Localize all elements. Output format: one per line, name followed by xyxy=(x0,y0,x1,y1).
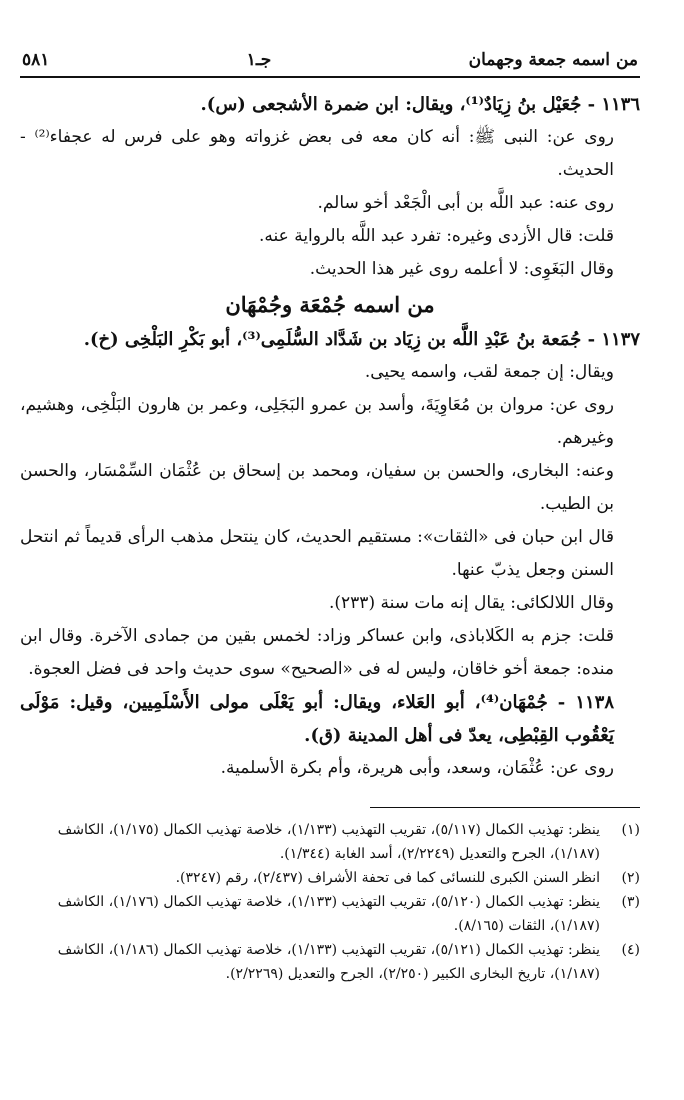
paragraph: روى عن: مروان بن مُعَاوِيَةَ، وأسد بن عمرو البَجَلِى، وعمر بن هارون البَلْخِى، وهشيم، وغيرهم. xyxy=(20,395,614,448)
entry-1137: ١١٣٧ - جُمَعة بنُ عَبْدِ اللَّه بن زِيَاد بن شَدَّاد السُّلَمِى⁽³⁾، أبو بَكْرِ البَلْخِى (خ). xyxy=(83,329,640,350)
footnotes xyxy=(20,818,640,986)
paragraph: وقال اللالكائى: يقال إنه مات سنة (٢٣٣). xyxy=(328,593,614,613)
paragraph: قلت: قال الأزدى وغيره: تفرد عبد اللَّه بالرواية عنه. xyxy=(259,226,614,246)
header-title: من اسمه جمعة وجهمان xyxy=(468,50,638,70)
footnote-divider xyxy=(370,807,640,808)
paragraph: قلت: جزم به الكَلاباذى، وابن عساكر وزاد: لخمس بقين من جمادى الآخرة. وقال ابن منده: جمعة أخو خاقان، وليس له فى «الصحيح» سوى حديث واحد فى فضل العجوة. xyxy=(20,626,614,679)
paragraph: روى عنه: عبد اللَّه بن أبى الْجَعْد أخو سالم. xyxy=(317,193,614,213)
footnote-number: (٤) xyxy=(621,942,640,958)
main-text xyxy=(20,88,640,785)
footnote-number: (٣) xyxy=(621,894,640,910)
section-title: من اسمه جُمْعَة وجُمْهَان xyxy=(225,292,435,317)
footnote-item xyxy=(20,866,640,890)
footnote-text: انظر السنن الكبرى للنسائى كما فى تحفة الأشراف (٢/٤٣٧)، رقم (٣٢٤٧). xyxy=(175,870,600,886)
page-number: ٥٨١ xyxy=(22,50,50,70)
paragraph: روى عن: النبى ﷺ: أنه كان معه فى بعض غزواته وهو على فرس له عجفاء⁽²⁾ - الحديث. xyxy=(20,127,614,180)
footnote-number: (١) xyxy=(621,822,640,838)
footnote-item xyxy=(20,818,640,866)
footnote-text: ينظر: تهذيب الكمال (٥/١١٧)، تقريب التهذيب (١/١٣٣)، خلاصة تهذيب الكمال (١/١٧٥)، الكاشف (١/١٨٧)، الجرح والتعديل (٢/٢٢٤٩)، أسد الغابة (١/٣٤٤). xyxy=(57,822,600,862)
paragraph: قال ابن حبان فى «الثقات»: مستقيم الحديث، كان ينتحل مذهب الرأى قديماً ثم انتحل السنن وجعل يذبّ عنها. xyxy=(20,527,614,580)
entry-1138: ١١٣٨ - جُمْهَان⁽⁴⁾، أبو العَلاء، ويقال: أبو يَعْلَى مولى الأَسْلَمِيين، وقيل: مَوْلَى يَعْقُوب القِبْطِى، يعدّ فى أهل المدينة (ق). xyxy=(20,692,614,746)
paragraph: وعنه: البخارى، والحسن بن سفيان، ومحمد بن إسحاق بن عُثْمَان السِّمْسَار، والحسن بن الطيب. xyxy=(20,461,614,514)
entry-1136: ١١٣٦ - جُعَيْل بنُ زِيَادٌ⁽¹⁾، ويقال: ابن ضمرة الأشجعى (س). xyxy=(200,94,640,115)
footnote-number: (٢) xyxy=(621,870,640,886)
paragraph: وقال البَغَوِى: لا أعلمه روى غير هذا الحديث. xyxy=(309,259,614,279)
footnote-text: ينظر: تهذيب الكمال (٥/١٢١)، تقريب التهذيب (١/١٣٣)، خلاصة تهذيب الكمال (١/١٨٦)، الكاشف (١/١٨٧)، تاريخ البخارى الكبير (٢/٢٥٠)، الجرح والتعديل (٢/٢٢٦٩). xyxy=(57,942,600,982)
document-page xyxy=(20,50,640,986)
footnote-item xyxy=(20,890,640,938)
paragraph: روى عن: عُثْمَان، وسعد، وأبى هريرة، وأم بكرة الأسلمية. xyxy=(220,758,614,778)
paragraph: ويقال: إن جمعة لقب، واسمه يحيى. xyxy=(364,362,614,382)
running-header xyxy=(20,50,640,78)
footnote-item xyxy=(20,938,640,986)
footnote-text: ينظر: تهذيب الكمال (٥/١٢٠)، تقريب التهذيب (١/١٣٣)، خلاصة تهذيب الكمال (١/١٧٦)، الكاشف (١/١٨٧)، الثقات (٨/١٦٥). xyxy=(57,894,600,934)
header-volume: جـ١ xyxy=(246,50,272,70)
